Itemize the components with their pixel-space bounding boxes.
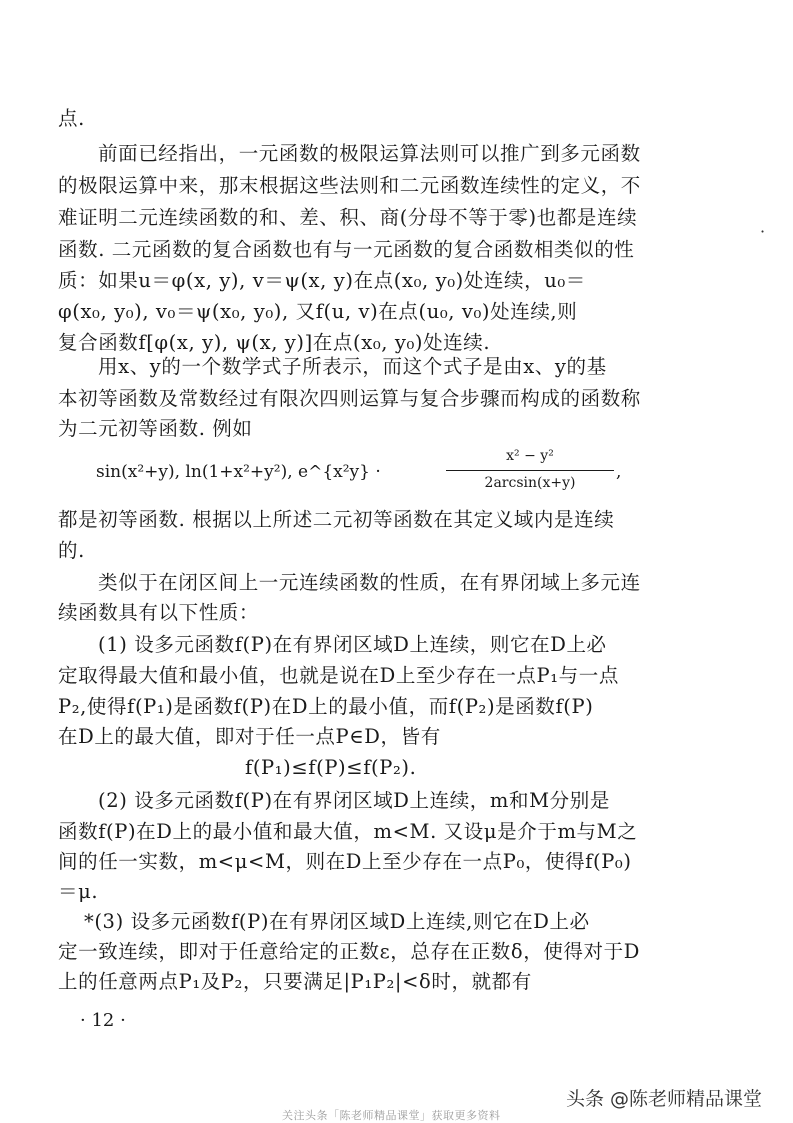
formula-terms: sin(x²+y), ln(1+x²+y²), e^{x²y} · — [96, 462, 381, 482]
text-line: 间的任一实数，m<μ<M，则在D上至少存在一点P₀，使得f(P₀) — [58, 850, 632, 873]
text-line: ＝μ. — [58, 880, 99, 903]
text-line: 复合函数f[φ(x, y), ψ(x, y)]在点(x₀, y₀)处连续. — [58, 331, 491, 354]
text-line: 续函数具有以下性质： — [58, 601, 260, 624]
text-line: 前面已经指出，一元函数的极限运算法则可以推广到多元函数 — [98, 142, 641, 165]
text-line: 用x、y的一个数学式子所表示，而这个式子是由x、y的基 — [98, 355, 607, 378]
text-line: P₂,使得f(P₁)是函数f(P)在D上的最小值，而f(P₂)是函数f(P) — [58, 695, 594, 718]
text-line: 点. — [58, 107, 85, 130]
page-number: · 12 · — [80, 1010, 126, 1031]
text-line: 都是初等函数. 根据以上所述二元初等函数在其定义域内是连续 — [58, 508, 615, 531]
text-line: 类似于在闭区间上一元连续函数的性质，在有界闭域上多元连 — [98, 571, 641, 594]
formula-denominator: 2arcsin(x+y) — [484, 475, 576, 491]
text-line: 本初等函数及常数经过有限次四则运算与复合步骤而构成的函数称 — [58, 387, 641, 410]
display-inequality: f(P₁)≤f(P)≤f(P₂). — [245, 756, 417, 779]
formula-tail: , — [616, 462, 622, 482]
text-line: 函数. 二元函数的复合函数也有与一元函数的复合函数相类似的性 — [58, 238, 635, 261]
fraction-bar — [446, 470, 614, 471]
footer-note: 关注头条「陈老师精品课堂」获取更多资料 — [282, 1109, 501, 1122]
text-line: 质：如果u＝φ(x, y), v＝ψ(x, y)在点(x₀, y₀)处连续，u₀＝ — [58, 269, 586, 292]
text-line: 难证明二元连续函数的和、差、积、商(分母不等于零)也都是连续 — [58, 206, 638, 229]
text-line: 函数f(P)在D上的最小值和最大值，m<M. 又设μ是介于m与M之 — [58, 820, 638, 843]
text-line: 为二元初等函数. 例如 — [58, 417, 253, 440]
stray-mark: · — [760, 222, 766, 241]
text-line: φ(x₀, y₀), v₀＝ψ(x₀, y₀), 又f(u, v)在点(u₀, v₀)处连续,则 — [58, 300, 578, 323]
text-line: 在D上的最大值，即对于任一点P∈D，皆有 — [58, 725, 441, 748]
text-line: 的. — [58, 539, 85, 562]
text-line: (1) 设多元函数f(P)在有界闭区域D上连续，则它在D上必 — [98, 633, 607, 656]
text-line: 的极限运算中来，那末根据这些法则和二元函数连续性的定义，不 — [58, 174, 641, 197]
text-line: 定一致连续，即对于任意给定的正数ε，总存在正数δ，使得对于D — [58, 940, 640, 963]
text-line: *(3) 设多元函数f(P)在有界闭区域D上连续,则它在D上必 — [84, 910, 590, 933]
text-line: 定取得最大值和最小值，也就是说在D上至少存在一点P₁与一点 — [58, 664, 619, 687]
watermark: 头条 @陈老师精品课堂 — [566, 1088, 763, 1110]
formula-numerator: x² − y² — [506, 448, 554, 464]
text-line: (2) 设多元函数f(P)在有界闭区域D上连续，m和M分别是 — [98, 789, 610, 812]
text-line: 上的任意两点P₁及P₂，只要满足|P₁P₂|<δ时，就都有 — [58, 970, 532, 993]
